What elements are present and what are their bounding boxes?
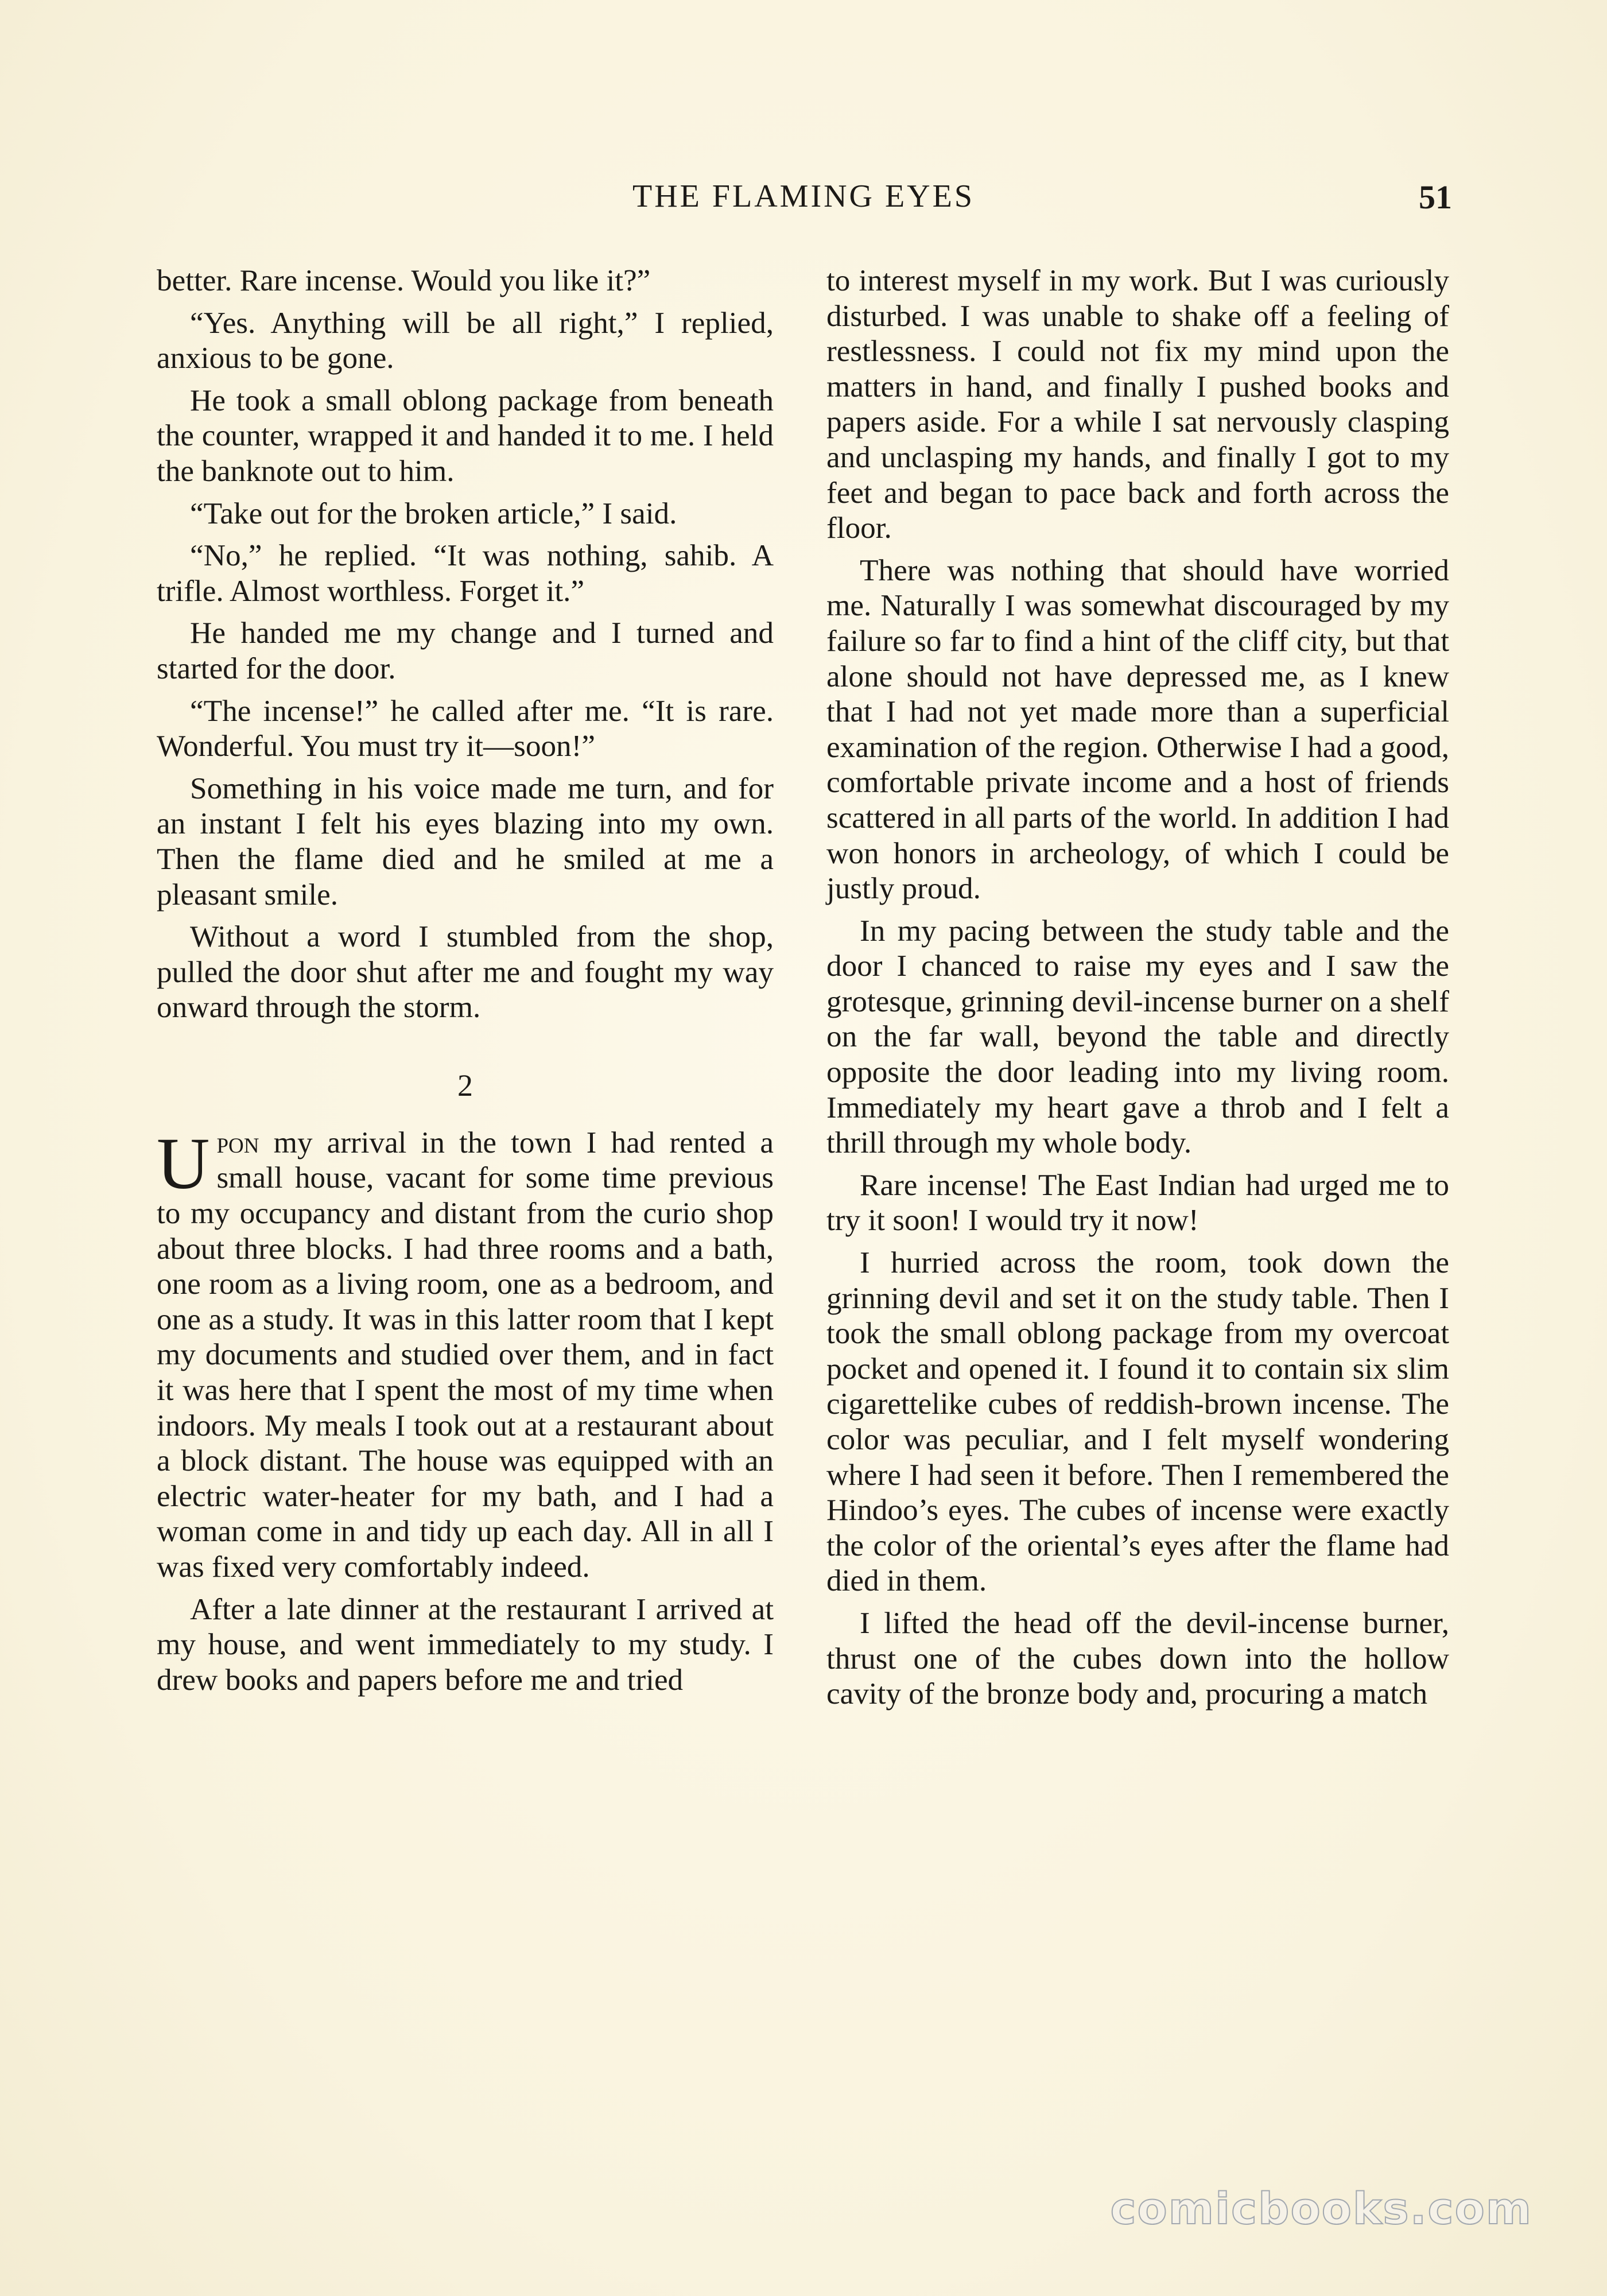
paragraph: He handed me my change and I turned and started for the door. bbox=[157, 616, 774, 685]
page-number: 51 bbox=[1419, 179, 1452, 216]
left-column bbox=[157, 263, 774, 1704]
paragraph: I lifted the head off the devil-incense burner, thrust one of the cubes down into the hollow cavity of the bronze body and, procuring a match bbox=[826, 1605, 1449, 1711]
paragraph: better. Rare incense. Would you like it?” bbox=[157, 263, 651, 297]
right-column bbox=[826, 263, 1449, 1719]
paragraph: In my pacing between the study table and the door I chanced to raise my eyes and I saw the grotesque, grinning devil-incense burner on a shelf on the far wall, beyond the table and directly opposite the door leading into my living room. Immediately my heart gave a throb and I felt a thrill through my whole body. bbox=[826, 913, 1449, 1160]
paragraph: There was nothing that should have worried me. Naturally I was somewhat discouraged by my failure so far to find a hint of the cliff city, but that alone should not have depressed me, as I knew that I had not yet made more than a superficial examination of the region. Otherwise I had a good, comfortable private income and a host of friends scattered in all parts of the world. In addition I had won honors in archeology, of which I could be justly proud. bbox=[826, 553, 1449, 906]
paragraph: “The incense!” he called after me. “It is rare. Wonderful. You must try it—soon!” bbox=[157, 693, 774, 763]
dropcap-continuation: pon bbox=[216, 1125, 259, 1159]
running-head bbox=[155, 178, 1452, 218]
section-number: 2 bbox=[457, 1068, 473, 1103]
paragraph-text: my arrival in the town I had rented a small house, vacant for some time previous to my occupancy and distant from the curio shop about three blocks. I had three rooms and a bath, one room as a living room, one as a bedroom, and one as a study. It was in this latter room that I kept my documents and studied over them, and in fact it was here that I spent the most of my time when indoors. My meals I took out at a restaurant about a block distant. The house was equipped with an electric water-heater for my bath, and I had a woman come in and tidy up each day. All in all I was fixed very comfortably indeed. bbox=[157, 1125, 774, 1584]
paragraph: “Yes. Anything will be all right,” I replied, anxious to be gone. bbox=[157, 305, 774, 375]
paragraph: He took a small oblong package from beneath the counter, wrapped it and handed it to me. I held the banknote out to him. bbox=[157, 383, 774, 488]
paragraph: I hurried across the room, took down the grinning devil and set it on the study table. Then I took the small oblong package from my overcoat pocket and opened it. I found it to contain six slim cigarettelike cubes of reddish-brown incense. The color was peculiar, and I felt myself wondering where I had seen it before. Then I remembered the Hindoo’s eyes. The cubes of incense were exactly the color of the oriental’s eyes after the flame had died in them. bbox=[826, 1246, 1449, 1598]
paragraph: “No,” he replied. “It was nothing, sahib. A trifle. Almost worthless. Forget it.” bbox=[157, 538, 774, 608]
paragraph: Rare incense! The East Indian had urged me to try it soon! I would try it now! bbox=[826, 1168, 1449, 1238]
paragraph: to interest myself in my work. But I was curiously disturbed. I was unable to shake off a feeling of restlessness. I could not fix my mind upon the matters in hand, and finally I pushed books and papers aside. For a while I sat nervously clasping and unclasping my hands, and finally I got to my feet and began to pace back and forth across the floor. bbox=[826, 263, 1449, 545]
paragraph: After a late dinner at the restaurant I arrived at my house, and went immediately to my study. I drew books and papers before me and tried bbox=[157, 1592, 774, 1697]
paragraph: Without a word I stumbled from the shop, pulled the door shut after me and fought my way onward through the storm. bbox=[157, 920, 774, 1025]
drop-cap: U bbox=[157, 1122, 210, 1204]
paragraph: Something in his voice made me turn, and for an instant I felt his eyes blazing into my own. Then the flame died and he smiled at me a pleasant smile. bbox=[157, 771, 774, 912]
page-title: THE FLAMING EYES bbox=[632, 179, 975, 214]
paragraph-dropcap bbox=[157, 1122, 774, 1585]
watermark: comicbooks.com bbox=[1110, 2183, 1532, 2234]
paragraph: “Take out for the broken article,” I said. bbox=[190, 496, 677, 530]
